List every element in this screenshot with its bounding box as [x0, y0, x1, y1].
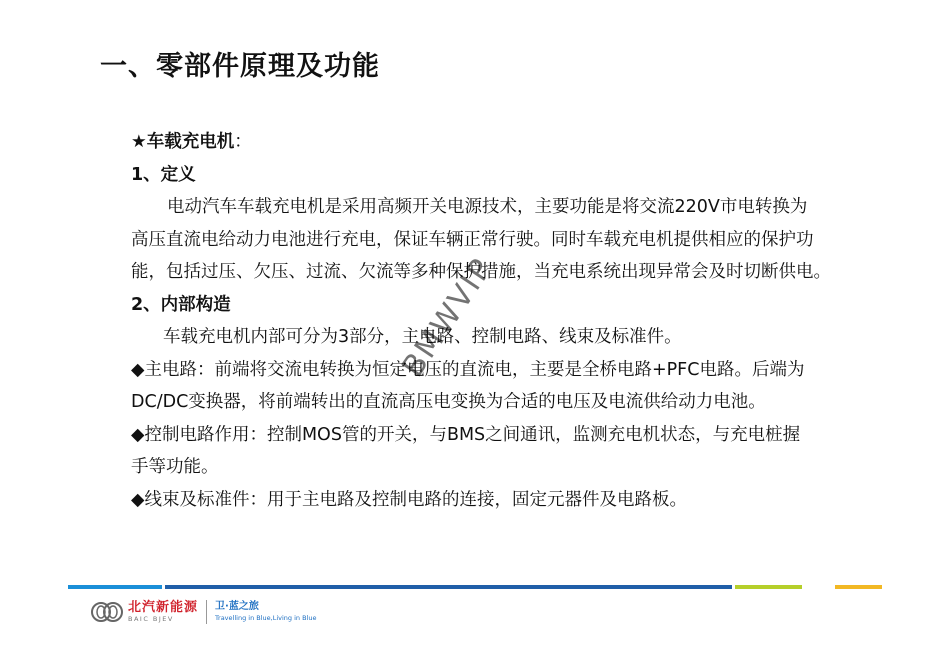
section-2-title: 2、内部构造 [131, 294, 231, 315]
baic-logo-icon [90, 601, 124, 623]
definition-line-3: 能，包括过压、欠压、过流、欠流等多种保护措施，当充电系统出现异常会及时切断供电。 [131, 262, 831, 282]
bullet-control-circuit-line-2: 手等功能。 [131, 457, 219, 477]
structure-intro: 车载充电机内部可分为3部分，主电路、控制电路、线束及标准件。 [163, 327, 682, 347]
heading-colon: ： [234, 132, 252, 152]
footer-bar-light-blue [68, 585, 162, 589]
logo-divider [206, 600, 207, 624]
slogan-cn: 卫·蓝之旅 [215, 601, 259, 613]
footer-color-bars [68, 585, 882, 589]
footer-bar-green [735, 585, 802, 589]
footer-logo-area [90, 598, 316, 626]
slogan [215, 602, 316, 622]
bullet-main-circuit-line-1: ◆主电路：前端将交流电转换为恒定电压的直流电，主要是全桥电路+PFC电路。后端为 [131, 359, 805, 380]
slogan-en: Travelling in Blue,Living in Blue [215, 614, 317, 623]
bullet-harness: ◆线束及标准件：用于主电路及控制电路的连接，固定元器件及电路板。 [131, 489, 687, 510]
bullet-main-circuit-line-2: DC/DC变换器，将前端转出的直流高压电变换为合适的电压及电流供给动力电池。 [131, 392, 766, 412]
brand-text [128, 601, 198, 623]
bullet-control-circuit-line-1: ◆控制电路作用：控制MOS管的开关，与BMS之间通讯，监测充电机状态，与充电桩握 [131, 424, 801, 445]
section-1-title: 1、定义 [131, 164, 196, 185]
section-heading [131, 126, 866, 159]
heading-text: ★车载充电机 [131, 132, 235, 152]
definition-line-1: 电动汽车车载充电机是采用高频开关电源技术，主要功能是将交流220V市电转换为 [167, 197, 808, 217]
watermark: BMWVIP [395, 251, 501, 384]
brand-name-en: BAIC BJEV [128, 615, 174, 624]
footer-bar-dark-blue [165, 585, 732, 589]
page-title: 一、零部件原理及功能 [100, 51, 380, 82]
definition-line-2: 高压直流电给动力电池进行充电，保证车辆正常行驶。同时车载充电机提供相应的保护功 [131, 229, 814, 250]
footer-bar-yellow [835, 585, 882, 589]
content-body [131, 126, 866, 516]
brand-name-cn: 北汽新能源 [128, 600, 199, 616]
